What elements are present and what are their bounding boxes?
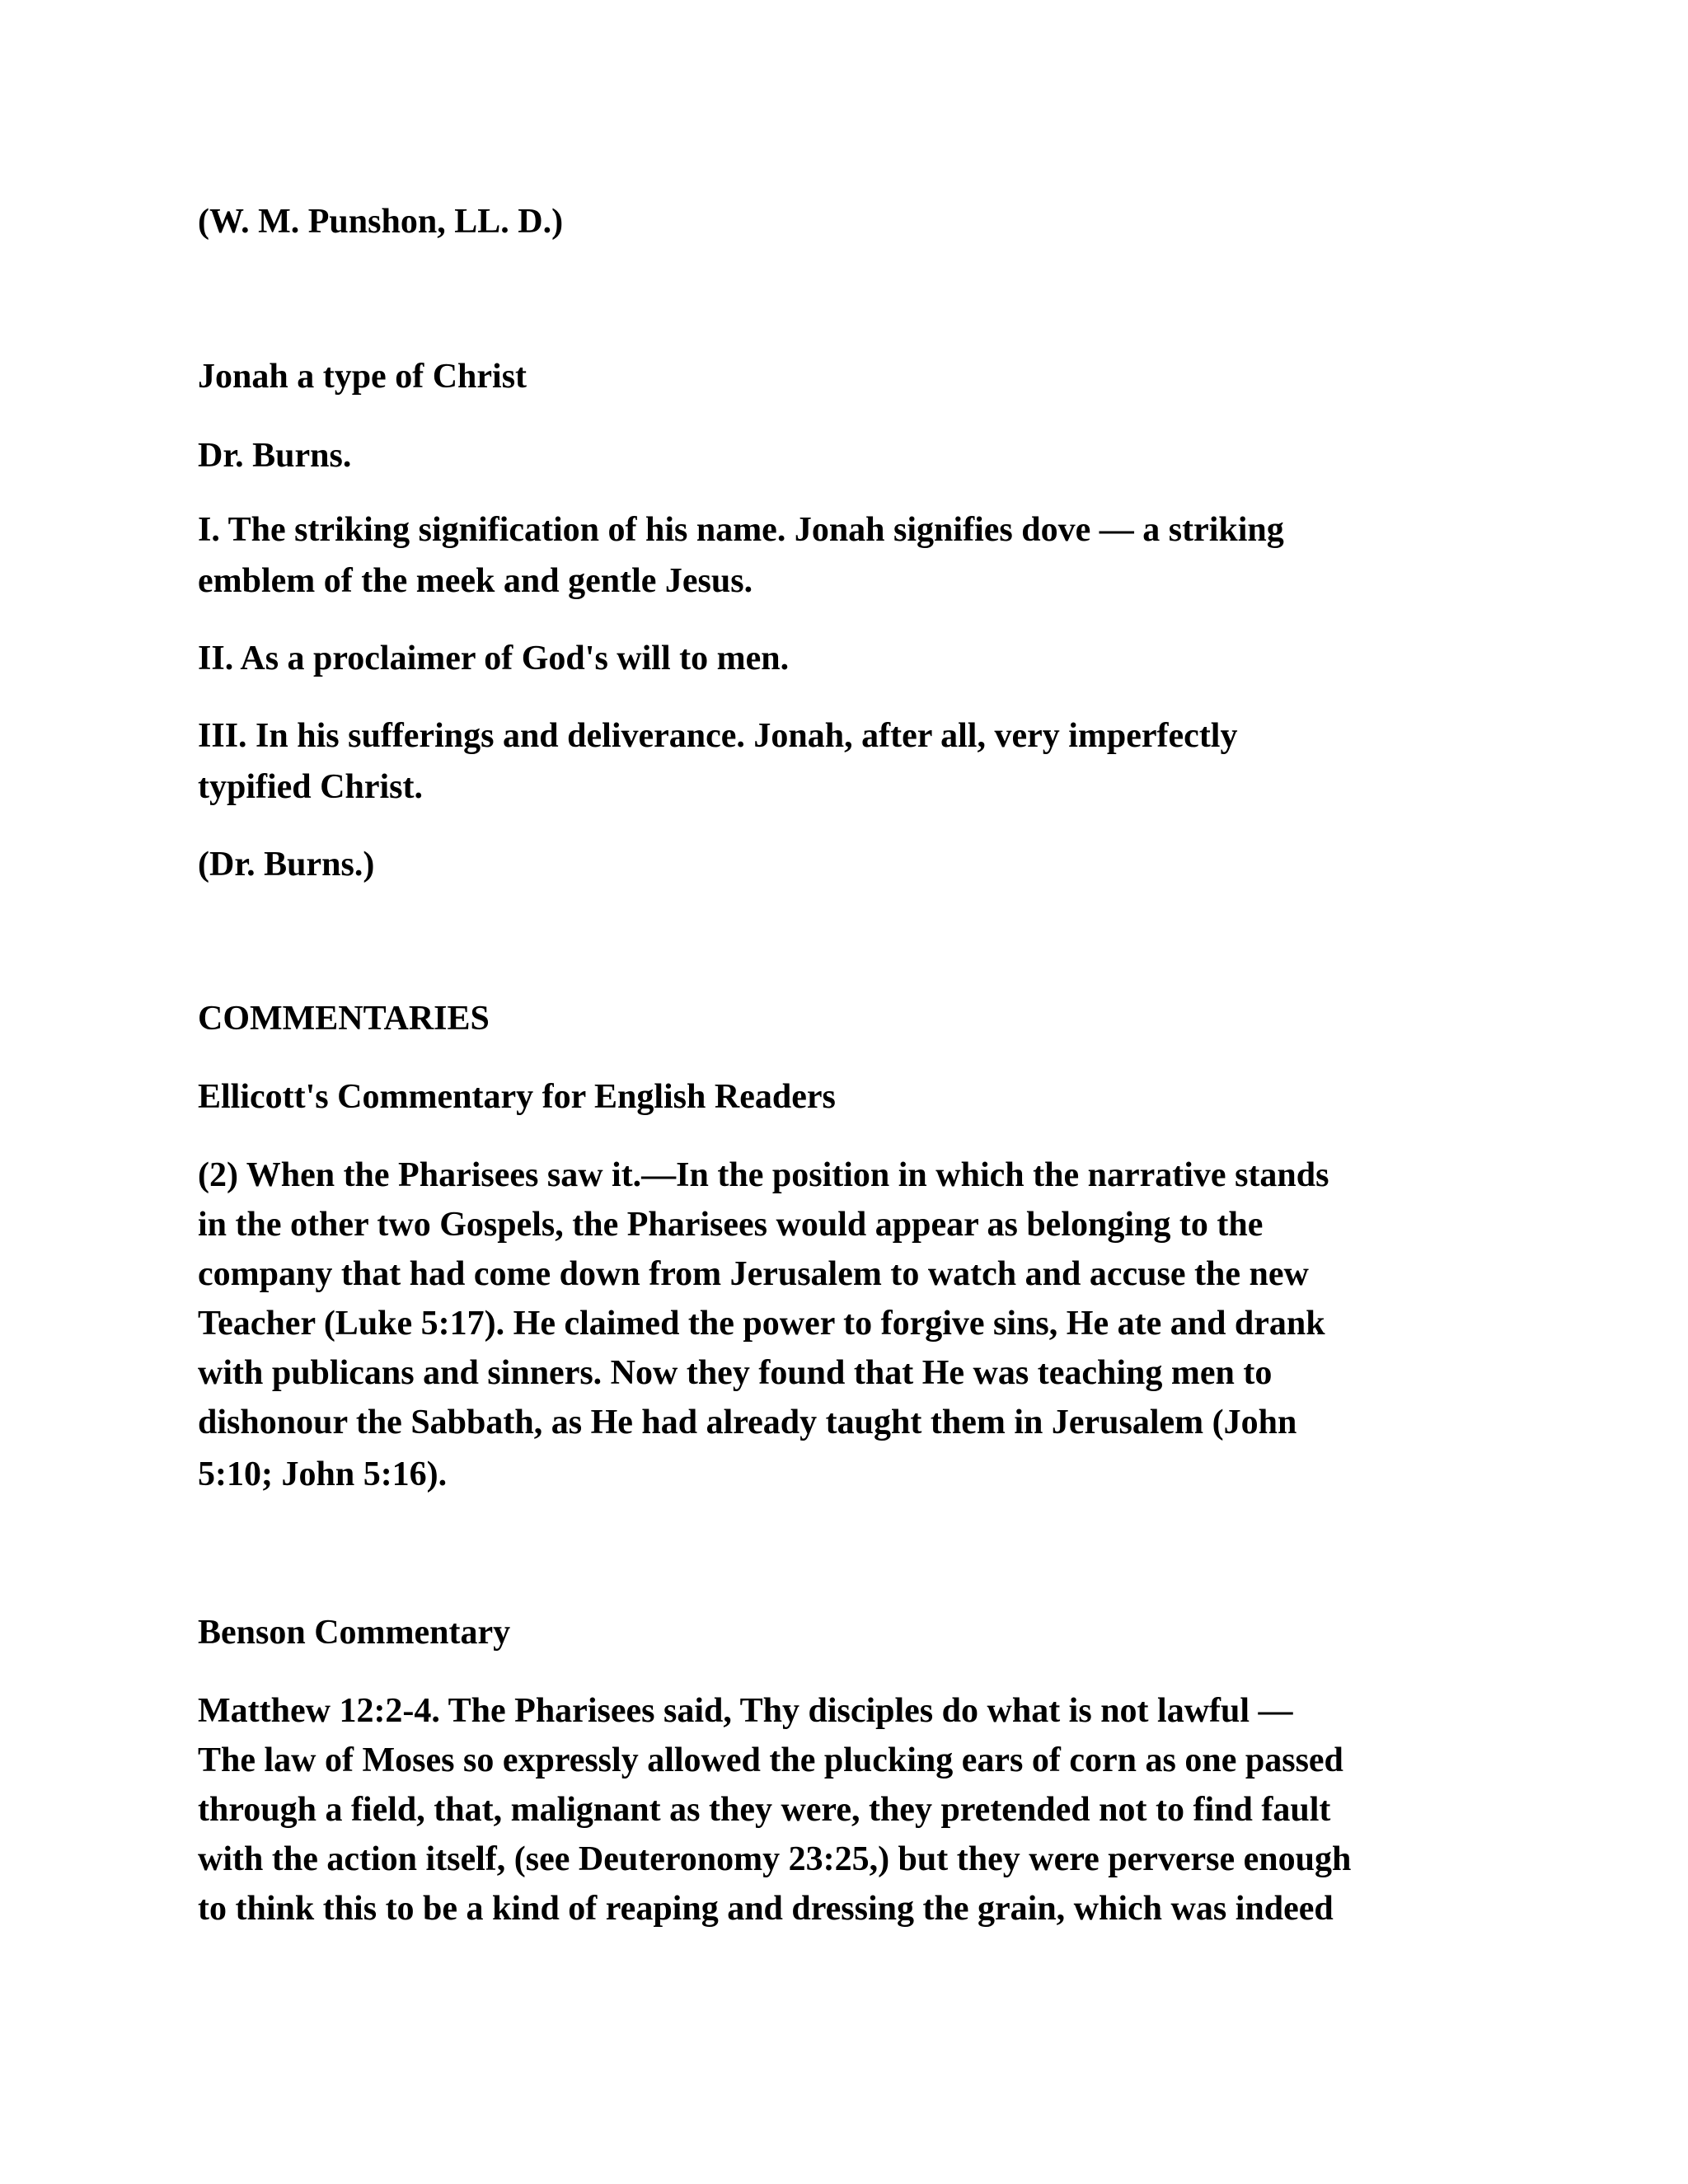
author-line: Dr. Burns. (198, 437, 352, 475)
benson-line-1: Matthew 12:2-4. The Pharisees said, Thy disciples do what is not lawful — (198, 1692, 1293, 1730)
point-one-line-2: emblem of the meek and gentle Jesus. (198, 562, 753, 600)
ellicott-line-7: 5:10; John 5:16). (198, 1455, 448, 1493)
ellicott-line-4: Teacher (Luke 5:17). He claimed the power to forgive sins, He ate and drank (198, 1305, 1325, 1343)
benson-title: Benson Commentary (198, 1614, 511, 1652)
point-two: II. As a proclaimer of God's will to men. (198, 640, 790, 677)
ellicott-line-3: company that had come down from Jerusalem to watch and accuse the new (198, 1255, 1309, 1293)
ellicott-line-2: in the other two Gospels, the Pharisees would appear as belonging to the (198, 1206, 1264, 1244)
ellicott-line-6: dishonour the Sabbath, as He had already taught them in Jerusalem (John (198, 1404, 1297, 1441)
ellicott-line-1: (2) When the Pharisees saw it.—In the position in which the narrative stands (198, 1156, 1329, 1194)
ellicott-line-5: with publicans and sinners. Now they found that He was teaching men to (198, 1354, 1273, 1392)
benson-line-2: The law of Moses so expressly allowed the plucking ears of corn as one passed (198, 1741, 1343, 1779)
attribution-burns: (Dr. Burns.) (198, 846, 375, 883)
commentaries-heading: COMMENTARIES (198, 1000, 490, 1038)
ellicott-title: Ellicott's Commentary for English Readers (198, 1078, 836, 1116)
point-three-line-1: III. In his sufferings and deliverance. Jonah, after all, very imperfectly (198, 717, 1238, 755)
benson-line-4: with the action itself, (see Deuteronomy 23:25,) but they were perverse enough (198, 1840, 1352, 1878)
point-three-line-2: typified Christ. (198, 768, 423, 806)
benson-line-5: to think this to be a kind of reaping and dressing the grain, which was indeed (198, 1890, 1334, 1928)
benson-line-3: through a field, that, malignant as they were, they pretended not to find fault (198, 1791, 1331, 1829)
attribution-punshon: (W. M. Punshon, LL. D.) (198, 203, 564, 241)
point-one-line-1: I. The striking signification of his name. Jonah signifies dove — a striking (198, 511, 1284, 549)
section-heading-jonah: Jonah a type of Christ (198, 358, 528, 396)
